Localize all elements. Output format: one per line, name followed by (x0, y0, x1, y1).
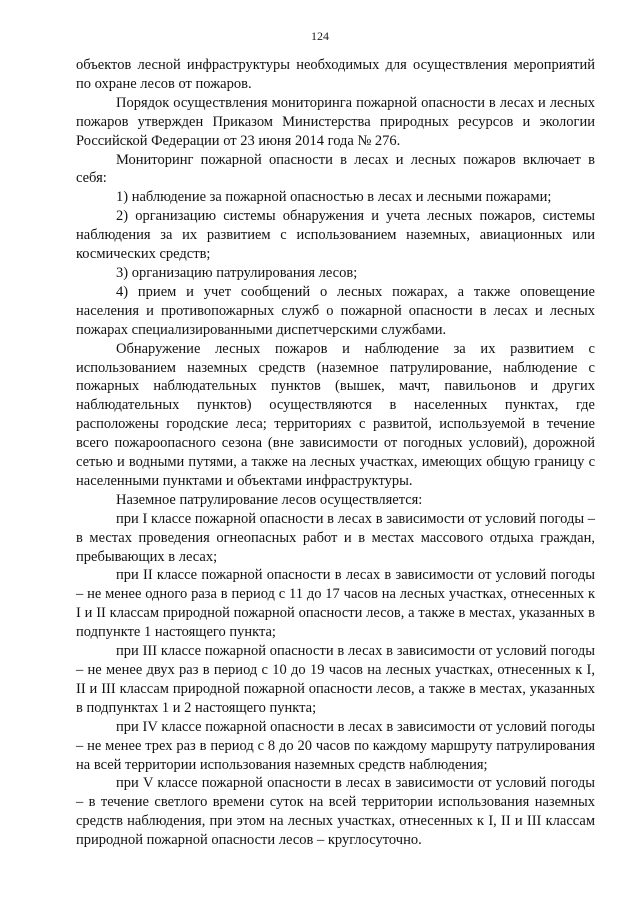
paragraph-monitoring-includes: Мониторинг пожарной опасности в лесах и лесных пожаров включает в себя: (76, 151, 595, 187)
list-item-2: 2) организацию системы обнаружения и учета лесных пожаров, системы наблюдения за их развитием с использованием наземных, авиационных или космических средств; (76, 208, 595, 263)
page-number: 124 (311, 29, 329, 43)
patrol-class-4: при IV классе пожарной опасности в лесах в зависимости от условий погоды – не менее трех раз в период с 8 до 20 часов по каждому маршруту патрулирования на всей территории использования наземных средств наблюдения; (76, 718, 595, 773)
paragraph-continuation: объектов лесной инфраструктуры необходимых для осуществления мероприятий по охране лесов от пожаров. (76, 57, 595, 92)
patrol-class-2: при II классе пожарной опасности в лесах в зависимости от условий погоды – не менее одного раза в период с 11 до 17 часов на лесных участках, отнесенных к I и II классам природной пожарной опасности лесов, а также в местах, указанных в подпункте 1 настоящего пункта; (76, 567, 595, 641)
list-item-1: 1) наблюдение за пожарной опасностью в лесах и лесными пожарами; (116, 189, 552, 206)
paragraph-detection: Обнаружение лесных пожаров и наблюдение за их развитием с использованием наземных средств (наземное патрулирование, наблюдение с пожарных наблюдательных пунктов (вышек, мачт, павильонов и других наблюдательных пунктов) осуществляются в населенных пунктах, где расположены городские леса; территориях с развитой, используемой в течение всего пожароопасного сезона (вне зависимости от погодных условий), дорожной сетью и водными путями, а также на лесных участках, имеющих общую границу с населенными пунктами и объектами инфраструктуры. (76, 340, 595, 489)
list-item-3: 3) организацию патрулирования лесов; (116, 264, 358, 281)
paragraph-ground-patrol: Наземное патрулирование лесов осуществляется: (116, 491, 423, 508)
list-item-4: 4) прием и учет сообщений о лесных пожарах, а также оповещение населения и противопожарных служб о пожарной опасности в лесах и лесных пожарах специализированными диспетчерскими службами. (76, 283, 595, 338)
patrol-class-3: при III классе пожарной опасности в лесах в зависимости от условий погоды – не менее двух раз в период с 10 до 19 часов на лесных участках, отнесенных к I, II и III классам природной пожарной опасности лесов, а также в местах, указанных в подпунктах 1 и 2 настоящего пункта; (76, 643, 595, 716)
document-body (76, 56, 595, 850)
paragraph-monitoring-order: Порядок осуществления мониторинга пожарной опасности в лесах и лесных пожаров утвержден Приказом Министерства природных ресурсов и экологии Российской Федерации от 23 июня 2014 года № 276. (76, 94, 595, 149)
patrol-class-5: при V классе пожарной опасности в лесах в зависимости от условий погоды – в течение светлого времени суток на всей территории использования наземных средств наблюдения, при этом на лесных участках, отнесенных к I, II и III классам природной пожарной опасности лесов – круглосуточно. (76, 775, 595, 849)
patrol-class-1: при I классе пожарной опасности в лесах в зависимости от условий погоды – в местах проведения огнеопасных работ и в местах массового отдыха граждан, пребывающих в лесах; (76, 510, 595, 565)
